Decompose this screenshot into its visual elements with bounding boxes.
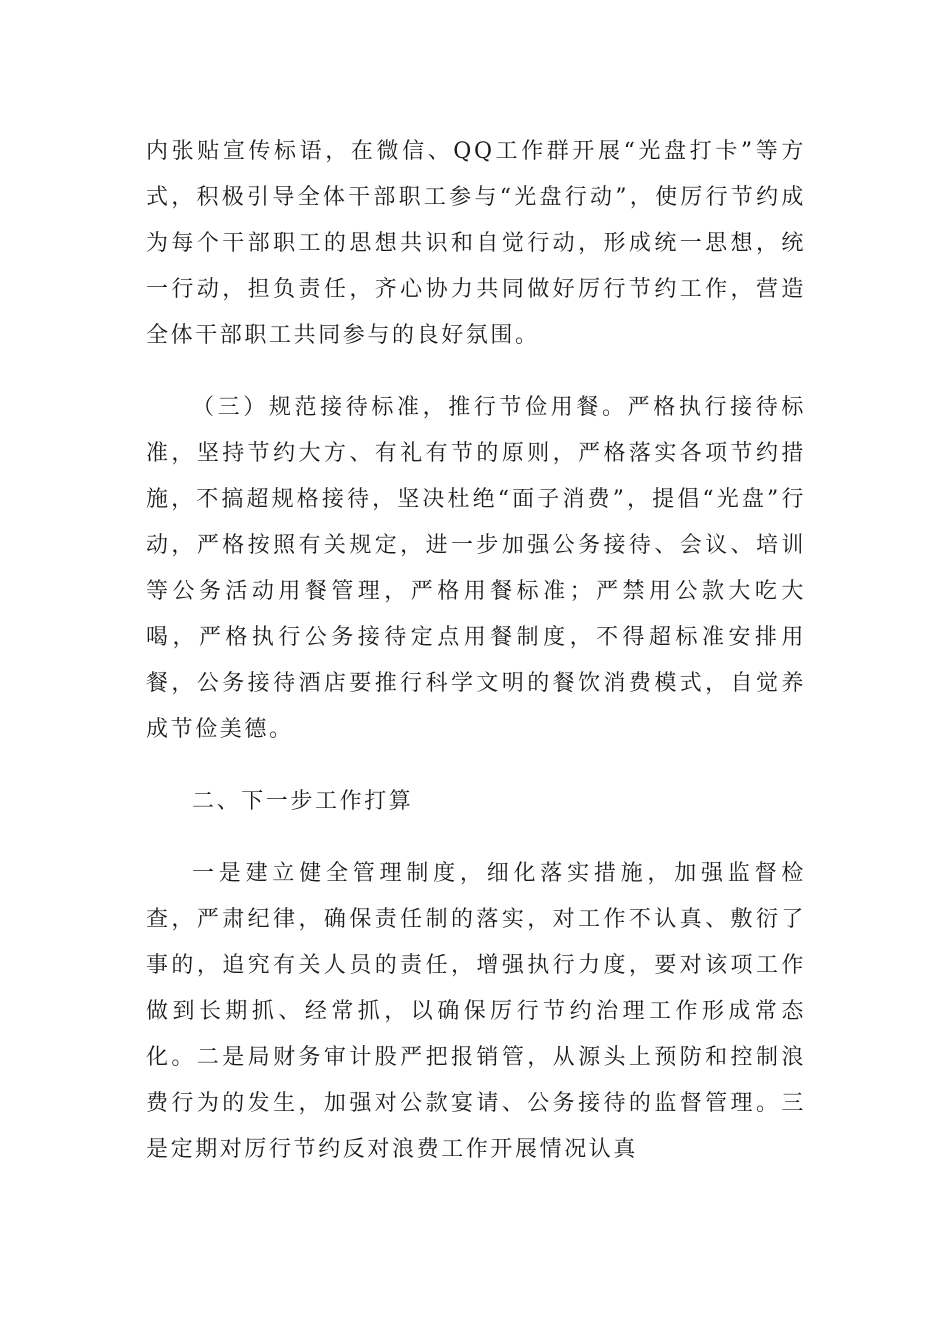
paragraph-reception-standards: （三）规范接待标准，推行节俭用餐。严格执行接待标准，坚持节约大方、有礼有节的原则，严格落实各项节约措施，不搞超规格接待，坚决杜绝“面子消费”，提倡“光盘”行动，严格按照有关规定，进一步加强公务接待、会议、培训等公务活动用餐管理，严格用餐标准；严禁用公款大吃大喝，严格执行公务接待定点用餐制度，不得超标准安排用餐，公务接待酒店要推行科学文明的餐饮消费模式，自觉养成节俭美德。 xyxy=(146,395,806,742)
document-body xyxy=(146,129,806,1173)
paragraph-continued-publicity: 内张贴宣传标语，在微信、QQ工作群开展“光盘打卡”等方式，积极引导全体干部职工参与“光盘行动”，使厉行节约成为每个干部职工的思想共识和自觉行动，形成统一思想，统一行动，担负责任，齐心协力共同做好厉行节约工作，营造全体干部职工共同参与的良好氛围。 xyxy=(146,139,806,348)
section-heading-next-steps: 二、下一步工作打算 xyxy=(192,789,414,814)
paragraph-next-step-plans: 一是建立健全管理制度，细化落实措施，加强监督检查，严肃纪律，确保责任制的落实，对工作不认真、敷衍了事的，追究有关人员的责任，增强执行力度，要对该项工作做到长期抓、经常抓，以确保厉行节约治理工作形成常态化。二是局财务审计股严把报销管，从源头上预防和控制浪费行为的发生，加强对公款宴请、公务接待的监督管理。三是定期对厉行节约反对浪费工作开展情况认真 xyxy=(146,861,806,1162)
